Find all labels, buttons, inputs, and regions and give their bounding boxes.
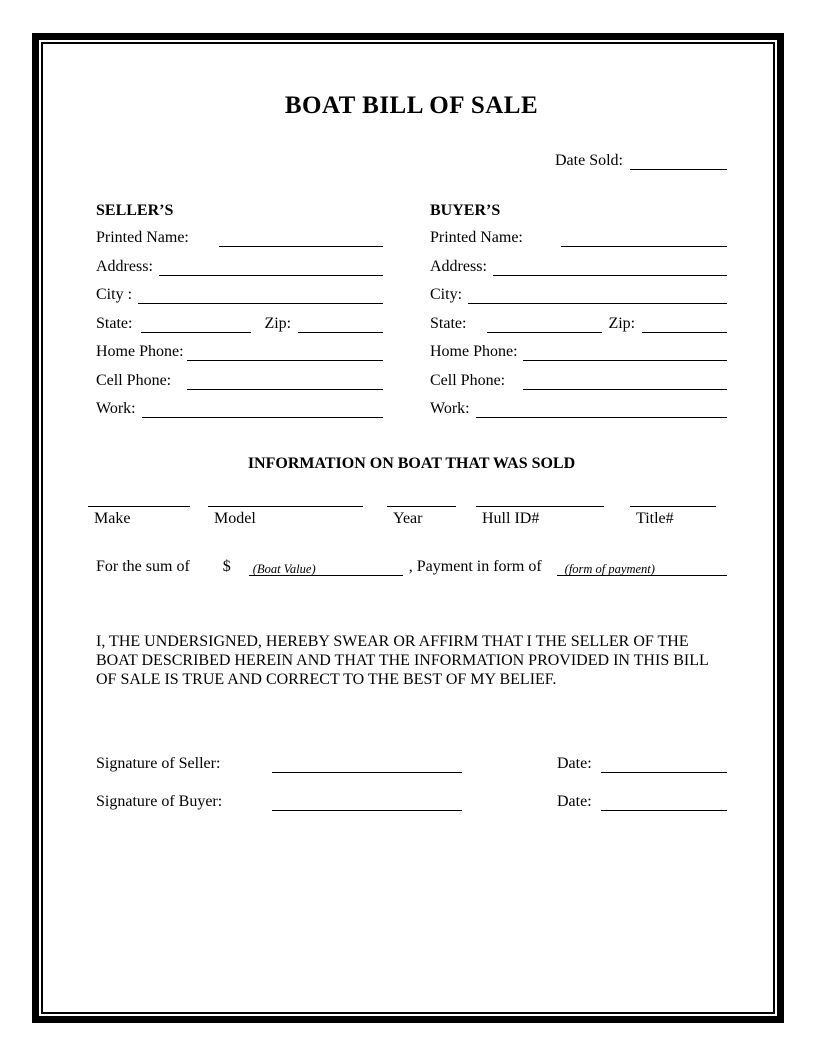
boat-model-column — [208, 495, 363, 528]
boat-info-heading: INFORMATION ON BOAT THAT WAS SOLD — [247, 454, 576, 472]
seller-signature-label: Signature of Seller: — [96, 754, 221, 772]
buyer-state-field[interactable] — [487, 316, 602, 333]
seller-cell-phone-field[interactable] — [187, 373, 383, 390]
seller-address-label: Address: — [96, 257, 153, 275]
date-sold-label: Date Sold: — [555, 152, 623, 169]
sum-label: For the sum of — [96, 557, 190, 575]
dollar-sign: $ — [222, 557, 231, 575]
seller-home-phone-row — [96, 343, 383, 361]
seller-signature-row — [96, 755, 727, 773]
buyer-city-row — [430, 286, 727, 304]
boat-info-row — [88, 495, 727, 528]
boat-value-field[interactable] — [249, 559, 403, 576]
buyer-signature-field[interactable] — [272, 794, 462, 811]
buyer-address-field[interactable] — [493, 259, 727, 276]
seller-address-field[interactable] — [159, 259, 383, 276]
boat-title-number-column — [630, 495, 716, 528]
seller-work-field[interactable] — [142, 401, 383, 418]
buyer-work-row — [430, 400, 727, 418]
payment-row — [96, 558, 727, 576]
boat-hull-id-field[interactable] — [476, 495, 604, 507]
seller-date-label: Date: — [557, 754, 592, 772]
seller-city-field[interactable] — [138, 287, 383, 304]
buyer-zip-label: Zip: — [608, 314, 636, 332]
boat-make-column — [88, 495, 190, 528]
buyer-city-label: City: — [430, 286, 463, 303]
seller-home-phone-field[interactable] — [187, 344, 383, 361]
seller-state-zip-row — [96, 315, 383, 333]
buyer-state-zip-row — [430, 315, 727, 333]
buyer-work-field[interactable] — [476, 401, 727, 418]
buyer-work-label: Work: — [430, 400, 470, 417]
seller-work-label: Work: — [96, 400, 136, 417]
buyer-cell-phone-label: Cell Phone: — [430, 371, 506, 389]
boat-model-field[interactable] — [208, 495, 363, 507]
boat-year-label: Year — [393, 509, 423, 527]
seller-cell-phone-label: Cell Phone: — [96, 371, 172, 389]
seller-work-row — [96, 400, 383, 418]
boat-year-column — [387, 495, 456, 528]
payment-form-label: , Payment in form of — [408, 557, 542, 575]
buyer-printed-name-row — [430, 229, 727, 247]
seller-printed-name-label: Printed Name: — [96, 229, 189, 246]
seller-address-row — [96, 258, 383, 276]
buyer-date-field[interactable] — [601, 794, 727, 811]
seller-zip-label: Zip: — [264, 314, 292, 332]
buyer-printed-name-label: Printed Name: — [430, 229, 523, 246]
boat-hull-id-column — [476, 495, 604, 528]
buyer-address-label: Address: — [430, 257, 487, 275]
buyer-zip-field[interactable] — [642, 316, 727, 333]
date-sold-field[interactable] — [630, 153, 727, 170]
buyer-signature-label: Signature of Buyer: — [96, 792, 223, 810]
boat-year-field[interactable] — [387, 495, 456, 507]
buyer-home-phone-label: Home Phone: — [430, 343, 518, 360]
buyer-date-label: Date: — [557, 792, 592, 810]
buyer-heading: BUYER’S — [430, 202, 501, 219]
buyer-printed-name-field[interactable] — [561, 230, 727, 247]
boat-title-number-field[interactable] — [630, 495, 716, 507]
payment-form-field[interactable] — [557, 559, 727, 576]
boat-make-field[interactable] — [88, 495, 190, 507]
boat-value-caption: (Boat Value) — [252, 561, 316, 576]
buyer-home-phone-row — [430, 343, 727, 361]
seller-city-label: City : — [96, 286, 133, 303]
seller-state-label: State: — [96, 314, 133, 332]
boat-title-number-label: Title# — [636, 509, 674, 527]
payment-form-caption: (form of payment) — [564, 561, 655, 576]
boat-make-label: Make — [94, 509, 131, 527]
seller-printed-name-field[interactable] — [219, 230, 383, 247]
buyer-section — [430, 202, 727, 429]
buyer-signature-row — [96, 793, 727, 811]
seller-city-row — [96, 286, 383, 304]
seller-section — [96, 202, 383, 429]
buyer-address-row — [430, 258, 727, 276]
boat-hull-id-label: Hull ID# — [482, 509, 540, 527]
seller-cell-phone-row — [96, 372, 383, 390]
seller-heading: SELLER’S — [96, 202, 174, 219]
form-content — [96, 44, 727, 811]
buyer-state-label: State: — [430, 314, 467, 332]
buyer-cell-phone-row — [430, 372, 727, 390]
seller-signature-field[interactable] — [272, 756, 462, 773]
seller-zip-field[interactable] — [298, 316, 383, 333]
seller-state-field[interactable] — [141, 316, 251, 333]
page-title: BOAT BILL OF SALE — [284, 92, 539, 119]
seller-date-field[interactable] — [601, 756, 727, 773]
buyer-cell-phone-field[interactable] — [523, 373, 727, 390]
seller-home-phone-label: Home Phone: — [96, 343, 184, 360]
date-sold-row — [96, 152, 727, 170]
buyer-city-field[interactable] — [468, 287, 727, 304]
seller-printed-name-row — [96, 229, 383, 247]
parties-section — [96, 202, 727, 429]
boat-model-label: Model — [214, 509, 256, 527]
buyer-home-phone-field[interactable] — [523, 344, 727, 361]
affirmation-text: I, THE UNDERSIGNED, HEREBY SWEAR OR AFFIRM THAT I THE SELLER OF THE BOAT DESCRIBED HEREIN AND THAT THE INFORMATION PROVIDED IN THIS BILL OF SALE IS TRUE AND CORRECT TO THE BEST OF MY BELIEF. — [96, 632, 709, 688]
